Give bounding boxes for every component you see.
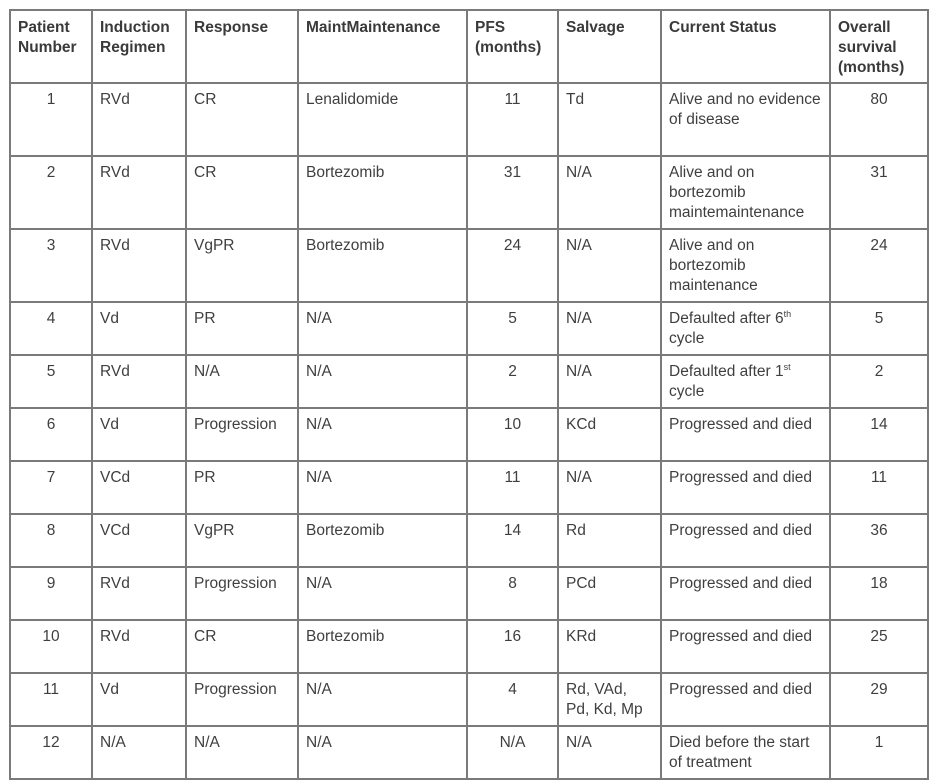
- cell-pfs: 31: [467, 156, 558, 229]
- cell-maintenance: Lenalidomide: [298, 83, 467, 156]
- cell-induction-regimen: VCd: [92, 461, 186, 514]
- cell-pfs: 11: [467, 83, 558, 156]
- cell-patient-number: 10: [10, 620, 92, 673]
- cell-maintenance: N/A: [298, 461, 467, 514]
- cell-salvage: N/A: [558, 156, 661, 229]
- status-ordinal-suffix: st: [783, 361, 791, 372]
- table-row: [10, 673, 928, 726]
- table-row: [10, 156, 928, 229]
- cell-pfs: 11: [467, 461, 558, 514]
- cell-pfs: 2: [467, 355, 558, 408]
- cell-patient-number: 1: [10, 83, 92, 156]
- header-current-status: Current Status: [661, 10, 830, 83]
- cell-current-status: [661, 302, 830, 355]
- status-ordinal-suffix: th: [783, 308, 792, 319]
- cell-patient-number: 12: [10, 726, 92, 779]
- cell-response: Progression: [186, 673, 298, 726]
- cell-overall-survival: 1: [830, 726, 928, 779]
- header-maintenance: MaintMaintenance: [298, 10, 467, 83]
- cell-response: VgPR: [186, 229, 298, 302]
- cell-patient-number: 7: [10, 461, 92, 514]
- cell-response: N/A: [186, 726, 298, 779]
- table-row: [10, 229, 928, 302]
- cell-patient-number: 11: [10, 673, 92, 726]
- cell-patient-number: 9: [10, 567, 92, 620]
- header-row: [10, 10, 928, 83]
- table-row: [10, 408, 928, 461]
- cell-salvage: N/A: [558, 355, 661, 408]
- header-patient-number: Patient Number: [10, 10, 92, 83]
- cell-overall-survival: 25: [830, 620, 928, 673]
- cell-patient-number: 8: [10, 514, 92, 567]
- status-text: Defaulted after 6: [669, 310, 784, 327]
- cell-salvage: N/A: [558, 229, 661, 302]
- cell-overall-survival: 5: [830, 302, 928, 355]
- cell-maintenance: N/A: [298, 302, 467, 355]
- status-text-tail: cycle: [669, 330, 705, 347]
- table-row: [10, 83, 928, 156]
- cell-induction-regimen: N/A: [92, 726, 186, 779]
- cell-overall-survival: 36: [830, 514, 928, 567]
- cell-maintenance: Bortezomib: [298, 229, 467, 302]
- cell-induction-regimen: Vd: [92, 408, 186, 461]
- cell-response: VgPR: [186, 514, 298, 567]
- table-container: [9, 9, 929, 780]
- cell-salvage: N/A: [558, 726, 661, 779]
- cell-response: N/A: [186, 355, 298, 408]
- patient-outcomes-table: [9, 9, 929, 780]
- header-induction-regimen: Induction Regimen: [92, 10, 186, 83]
- table-row: [10, 620, 928, 673]
- cell-salvage: PCd: [558, 567, 661, 620]
- status-text: Defaulted after 1: [669, 363, 784, 380]
- header-response: Response: [186, 10, 298, 83]
- cell-salvage: Rd, VAd, Pd, Kd, Mp: [558, 673, 661, 726]
- cell-induction-regimen: RVd: [92, 229, 186, 302]
- cell-pfs: 16: [467, 620, 558, 673]
- cell-induction-regimen: VCd: [92, 514, 186, 567]
- cell-induction-regimen: RVd: [92, 355, 186, 408]
- cell-response: Progression: [186, 567, 298, 620]
- cell-salvage: KRd: [558, 620, 661, 673]
- cell-maintenance: N/A: [298, 355, 467, 408]
- cell-pfs: 4: [467, 673, 558, 726]
- cell-pfs: 8: [467, 567, 558, 620]
- cell-induction-regimen: RVd: [92, 156, 186, 229]
- cell-induction-regimen: RVd: [92, 620, 186, 673]
- table-row: [10, 355, 928, 408]
- cell-current-status: Progressed and died: [661, 514, 830, 567]
- cell-maintenance: N/A: [298, 726, 467, 779]
- cell-patient-number: 6: [10, 408, 92, 461]
- cell-response: CR: [186, 156, 298, 229]
- cell-current-status: Progressed and died: [661, 620, 830, 673]
- cell-maintenance: N/A: [298, 408, 467, 461]
- header-pfs: PFS (months): [467, 10, 558, 83]
- cell-maintenance: N/A: [298, 673, 467, 726]
- cell-overall-survival: 18: [830, 567, 928, 620]
- table-row: [10, 302, 928, 355]
- cell-pfs: 10: [467, 408, 558, 461]
- cell-induction-regimen: RVd: [92, 567, 186, 620]
- status-text-tail: cycle: [669, 383, 705, 400]
- cell-patient-number: 3: [10, 229, 92, 302]
- cell-salvage: Rd: [558, 514, 661, 567]
- header-overall-survival: Overall survival (months): [830, 10, 928, 83]
- cell-induction-regimen: Vd: [92, 302, 186, 355]
- cell-current-status: Alive and no evidence of disease: [661, 83, 830, 156]
- cell-maintenance: Bortezomib: [298, 156, 467, 229]
- cell-current-status: Progressed and died: [661, 567, 830, 620]
- cell-current-status: Progressed and died: [661, 461, 830, 514]
- cell-maintenance: Bortezomib: [298, 620, 467, 673]
- header-salvage: Salvage: [558, 10, 661, 83]
- cell-pfs: 24: [467, 229, 558, 302]
- cell-salvage: KCd: [558, 408, 661, 461]
- cell-salvage: N/A: [558, 461, 661, 514]
- cell-induction-regimen: RVd: [92, 83, 186, 156]
- cell-current-status: Alive and on bortezomib maintenance: [661, 229, 830, 302]
- cell-response: CR: [186, 620, 298, 673]
- cell-overall-survival: 14: [830, 408, 928, 461]
- cell-overall-survival: 24: [830, 229, 928, 302]
- cell-overall-survival: 29: [830, 673, 928, 726]
- cell-response: CR: [186, 83, 298, 156]
- cell-overall-survival: 80: [830, 83, 928, 156]
- cell-current-status: Died before the start of treatment: [661, 726, 830, 779]
- cell-pfs: 5: [467, 302, 558, 355]
- cell-pfs: N/A: [467, 726, 558, 779]
- cell-induction-regimen: Vd: [92, 673, 186, 726]
- cell-maintenance: N/A: [298, 567, 467, 620]
- cell-overall-survival: 2: [830, 355, 928, 408]
- cell-pfs: 14: [467, 514, 558, 567]
- cell-response: PR: [186, 461, 298, 514]
- cell-response: PR: [186, 302, 298, 355]
- cell-current-status: Progressed and died: [661, 673, 830, 726]
- cell-salvage: N/A: [558, 302, 661, 355]
- cell-response: Progression: [186, 408, 298, 461]
- cell-patient-number: 5: [10, 355, 92, 408]
- cell-current-status: Progressed and died: [661, 408, 830, 461]
- cell-maintenance: Bortezomib: [298, 514, 467, 567]
- cell-patient-number: 4: [10, 302, 92, 355]
- cell-salvage: Td: [558, 83, 661, 156]
- table-row: [10, 726, 928, 779]
- cell-current-status: Alive and on bortezomib maintemaintenance: [661, 156, 830, 229]
- cell-overall-survival: 31: [830, 156, 928, 229]
- cell-overall-survival: 11: [830, 461, 928, 514]
- cell-patient-number: 2: [10, 156, 92, 229]
- table-row: [10, 567, 928, 620]
- table-row: [10, 514, 928, 567]
- cell-current-status: [661, 355, 830, 408]
- table-row: [10, 461, 928, 514]
